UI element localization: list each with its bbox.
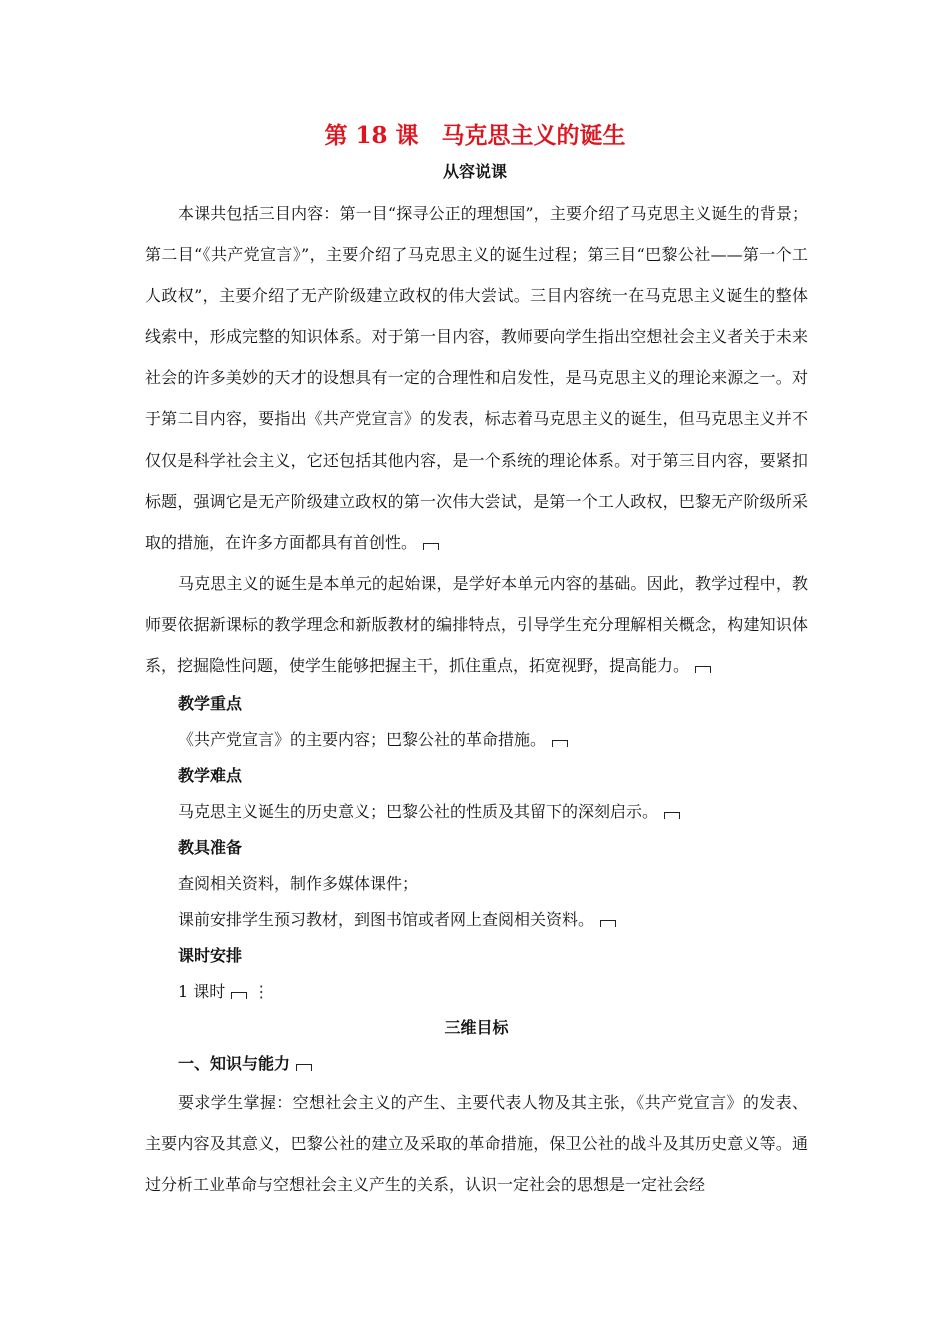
preparation-line-2: 课前安排学生预习教材，到图书馆或者网上查阅相关资料。 <box>145 902 808 938</box>
key-points-heading: 教学重点 <box>178 694 243 714</box>
paragraph-mark-icon <box>695 666 711 673</box>
goal-1-heading: 一、知识与能力 <box>145 1046 808 1082</box>
intro-paragraph-2: 马克思主义的诞生是本单元的起始课，是学好本单元内容的基础。因此，教学过程中，教师要依据新课标的教学理念和新版教材的编排特点，引导学生充分理解相关概念，构建知识体系，挖掘隐性问题，使学生能够把握主干，抓住重点，拓宽视野，提高能力。 <box>145 573 808 676</box>
schedule-text: 1 课时 ⋮ <box>145 974 808 1010</box>
difficulties-text: 马克思主义诞生的历史意义；巴黎公社的性质及其留下的深刻启示。 <box>145 794 808 830</box>
difficulties-heading: 教学难点 <box>178 766 243 786</box>
key-points-text: 《共产党宣言》的主要内容；巴黎公社的革命措施。 <box>145 722 808 758</box>
intro-paragraph-1: 本课共包括三目内容：第一目“探寻公正的理想国”，主要介绍了马克思主义诞生的背景；第二目“《共产党宣言》”，主要介绍了马克思主义的诞生过程；第三目“巴黎公社——第一个工人政权”，主要介绍了无产阶级建立政权的伟大尝试。三目内容统一在马克思主义诞生的整体线索中，形成完整的知识体系。对于第一目内容，教师要向学生指出空想社会主义者关于未来社会的许多美妙的天才的设想具有一定的合理性和启发性，是马克思主义的理论来源之一。对于第二目内容，要指出《共产党宣言》的发表，标志着马克思主义的诞生，但马克思主义并不仅仅是科学社会主义，它还包括其他内容，是一个系统的理论体系。对于第三目内容，要紧扣标题，强调它是无产阶级建立政权的第一次伟大尝试，是第一个工人政权，巴黎无产阶级所采取的措施，在许多方面都具有首创性。 <box>145 204 808 552</box>
document-body <box>145 193 808 1205</box>
preparation-line-1: 查阅相关资料，制作多媒体课件； <box>178 874 419 894</box>
vertical-ellipsis-icon: ⋮ <box>253 982 270 1002</box>
lesson-title: 第 18 课 马克思主义的诞生 <box>324 122 626 149</box>
paragraph-mark-icon <box>600 920 616 927</box>
section-title-lesson-talk: 从容说课 <box>442 162 507 181</box>
paragraph-mark-icon <box>664 812 680 819</box>
goal-1-text: 要求学生掌握：空想社会主义的产生、主要代表人物及其主张，《共产党宣言》的发表、主要内容及其意义，巴黎公社的建立及采取的革命措施，保卫公社的战斗及其历史意义等。通过分析工业革命与空想社会主义产生的关系，认识一定社会的思想是一定社会经 <box>145 1093 808 1195</box>
paragraph-mark-icon <box>231 992 247 999</box>
paragraph-mark-icon <box>423 543 439 550</box>
paragraph-mark-icon <box>552 740 568 747</box>
goals-heading: 三维目标 <box>444 1018 509 1038</box>
schedule-heading: 课时安排 <box>178 946 243 966</box>
preparation-heading: 教具准备 <box>178 838 243 858</box>
paragraph-mark-icon <box>296 1064 312 1071</box>
